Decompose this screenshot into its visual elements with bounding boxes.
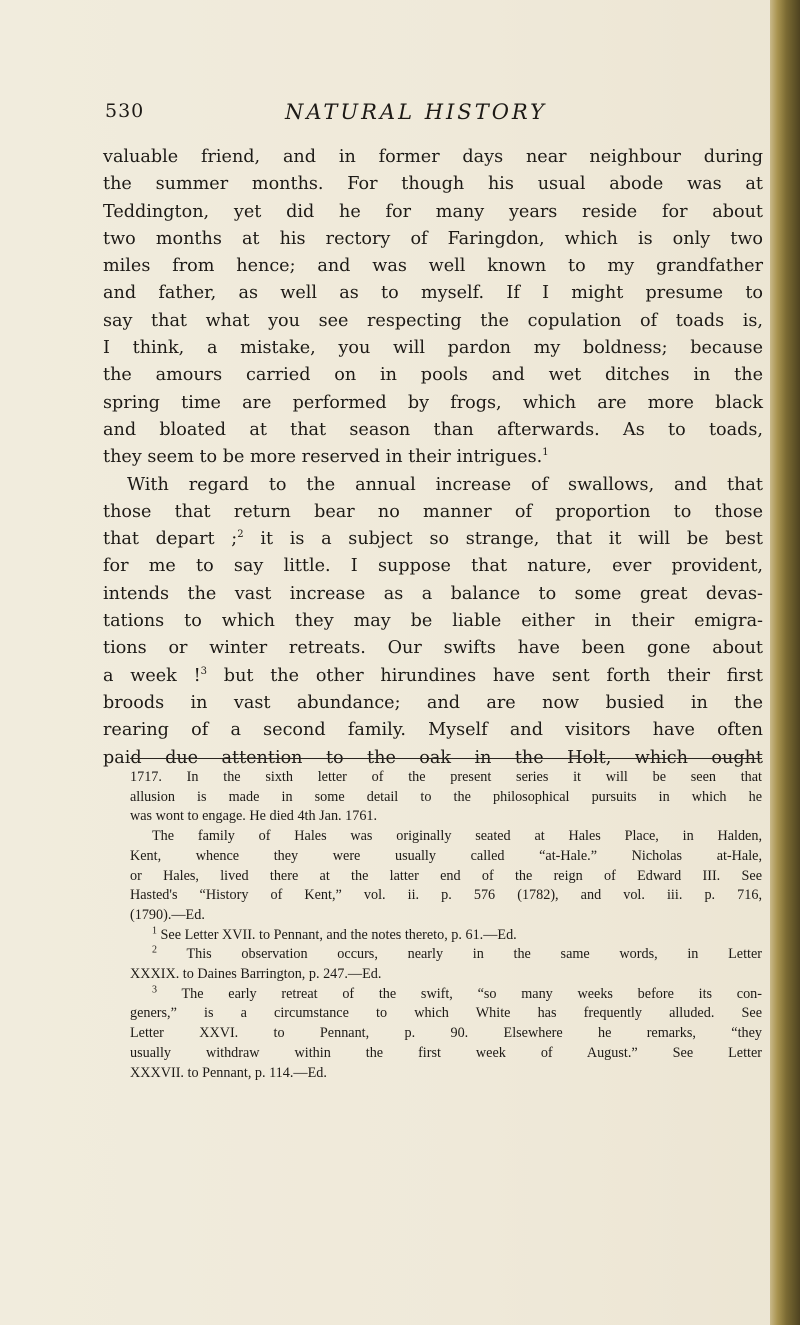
text-line: the summer months. For though his usual abode was at [103, 174, 763, 195]
text-line: tions or winter retreats. Our swifts have been gone about [103, 638, 763, 659]
footnote-ref: 1 [542, 447, 549, 459]
footnote-line: 1717. In the sixth letter of the present series it will be seen that [130, 769, 762, 785]
footnote-line: allusion is made in some detail to the philosophical pursuits in which he [130, 788, 762, 805]
text-line: miles from hence; and was well known to my grandfather [103, 256, 763, 277]
text-line: those that return bear no manner of proportion to those [103, 501, 763, 522]
page-number: 530 [105, 100, 145, 122]
footnote-ref: 3 [200, 665, 208, 677]
footnote-line: XXXIX. to Daines Barrington, p. 247.—Ed. [130, 966, 382, 983]
footnote-line: The family of Hales was originally seated at Hales Place, in Halden, [152, 828, 762, 845]
text-line [103, 526, 763, 553]
text-segment: See Letter XVII. to Pennant, and the notes thereto, p. 61.—Ed. [157, 926, 517, 943]
footnote-line: geners,” is a circumstance to which White has frequently alluded. See [130, 1005, 762, 1022]
footnotes [130, 768, 762, 1083]
footnote-line: or Hales, lived there at the latter end of the reign of Edward III. See [130, 867, 762, 884]
text-line: and father, as well as to myself. If I might presume to [103, 283, 763, 304]
text-segment: it is a subject so strange, that it will be best [243, 529, 763, 550]
footnote-marker: 3 [152, 984, 157, 995]
footnote-marker: 2 [152, 944, 157, 956]
text-line [103, 663, 763, 690]
text-line: tations to which they may be liable either in their emigra- [103, 611, 763, 632]
text-segment: This observation occurs, nearly in the same words, in Letter [157, 946, 762, 963]
text-line: Teddington, yet did he for many years reside for about [103, 201, 763, 222]
text-line: for me to say little. I suppose that nature, ever provident, [103, 556, 763, 577]
text-line: rearing of a second family. Myself and visitors have often [103, 720, 763, 741]
footnote-rule [130, 758, 762, 759]
footnote-line [130, 926, 762, 946]
footnote-line: Kent, whence they were usually called “at-Hale.” Nicholas at-Hale, [130, 847, 762, 864]
book-spine-edge [770, 0, 800, 1325]
footnote-line [130, 945, 762, 965]
footnote-line: was wont to engage. He died 4th Jan. 1761. [130, 808, 378, 825]
text-line: With regard to the annual increase of swallows, and that [127, 474, 763, 495]
footnote-line [130, 985, 762, 1005]
running-title: NATURAL HISTORY [285, 100, 547, 124]
running-head [0, 100, 780, 130]
text-line: valuable friend, and in former days near neighbour during [103, 147, 763, 167]
footnote-line: usually withdraw within the first week of August.” See Letter [130, 1044, 762, 1061]
footnote-marker: 1 [152, 924, 157, 936]
footnote-line: XXXVII. to Pennant, p. 114.—Ed. [130, 1064, 327, 1081]
text-line: intends the vast increase as a balance to some great devas- [103, 583, 763, 604]
text-line: and bloated at that season than afterwards. As to toads, [103, 419, 763, 440]
main-text [103, 144, 763, 772]
text-segment: The early retreat of the swift, “so many weeks before its con- [157, 985, 762, 1002]
text-line: broods in vast abundance; and are now busied in the [103, 692, 763, 713]
text-segment: they seem to be more reserved in their intrigues. [103, 447, 543, 468]
text-line [103, 444, 763, 471]
text-segment: but the other hirundines have sent forth their first [207, 665, 763, 686]
footnote-ref: 2 [237, 529, 244, 541]
footnote-line: Letter XXVI. to Pennant, p. 90. Elsewhere he remarks, “they [130, 1025, 762, 1042]
footnote-line: Hasted's “History of Kent,” vol. ii. p. 576 (1782), and vol. iii. p. 716, [130, 887, 762, 904]
text-line: paid due attention to the oak in the Holt, which ought [103, 747, 763, 768]
text-segment: a week ! [103, 665, 201, 686]
text-line: say that what you see respecting the copulation of toads is, [103, 310, 763, 331]
text-line: I think, a mistake, you will pardon my boldness; because [103, 338, 763, 359]
text-line: spring time are performed by frogs, which are more black [103, 392, 763, 413]
text-segment: that depart ; [103, 529, 238, 550]
text-line: the amours carried on in pools and wet ditches in the [103, 365, 763, 386]
text-line: two months at his rectory of Faringdon, which is only two [103, 228, 763, 249]
footnote-line: (1790).—Ed. [130, 906, 205, 923]
